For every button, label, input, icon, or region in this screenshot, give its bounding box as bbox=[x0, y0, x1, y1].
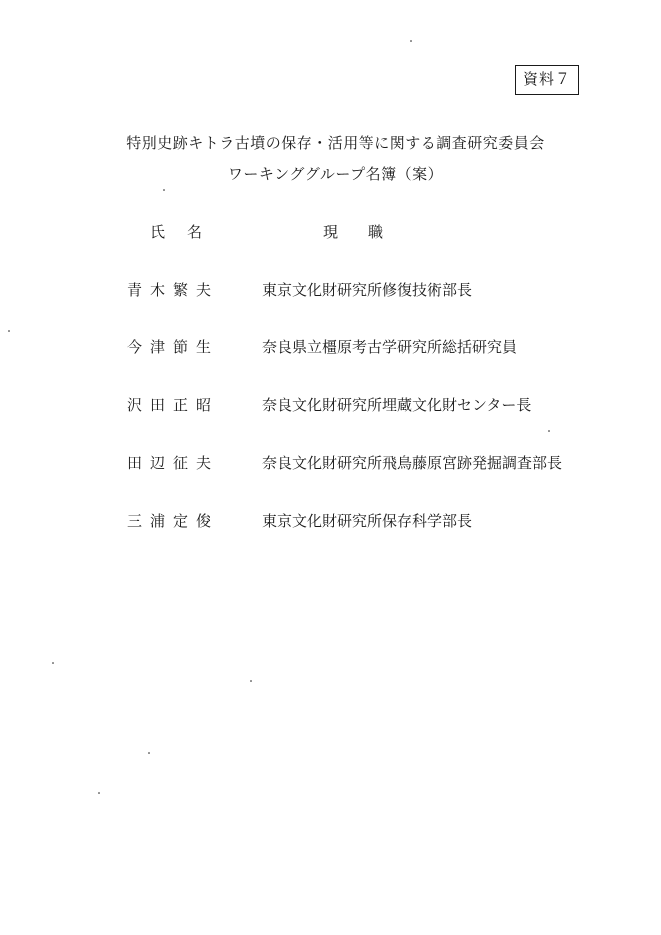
member-row bbox=[0, 452, 661, 474]
member-position: 奈良文化財研究所飛鳥藤原宮跡発掘調査部長 bbox=[262, 454, 563, 472]
scan-speck bbox=[410, 40, 412, 42]
scan-speck bbox=[98, 792, 100, 794]
member-row bbox=[0, 279, 661, 301]
member-row bbox=[0, 394, 661, 416]
scan-speck bbox=[548, 430, 550, 432]
scan-speck bbox=[163, 189, 165, 191]
member-name: 今津節生 bbox=[127, 338, 220, 356]
scan-speck bbox=[250, 680, 252, 682]
scan-speck bbox=[8, 330, 10, 332]
member-name: 青木繁夫 bbox=[127, 281, 220, 299]
member-position: 奈良文化財研究所埋蔵文化財センター長 bbox=[262, 396, 532, 414]
member-name: 三浦定俊 bbox=[127, 512, 220, 530]
member-position: 奈良県立橿原考古学研究所総括研究員 bbox=[262, 338, 518, 356]
column-header-name: 氏名 bbox=[150, 223, 225, 241]
column-header-position: 現職 bbox=[323, 223, 414, 241]
member-row bbox=[0, 510, 661, 532]
document-subtitle: ワーキンググループ名簿（案） bbox=[227, 165, 444, 183]
member-position: 東京文化財研究所保存科学部長 bbox=[262, 512, 473, 530]
scan-speck bbox=[148, 752, 150, 754]
member-position: 東京文化財研究所修復技術部長 bbox=[262, 281, 473, 299]
member-name: 沢田正昭 bbox=[127, 396, 220, 414]
member-row bbox=[0, 336, 661, 358]
scan-speck bbox=[52, 662, 54, 664]
member-name: 田辺征夫 bbox=[127, 454, 220, 472]
document-title: 特別史跡キトラ古墳の保存・活用等に関する調査研究委員会 bbox=[126, 134, 545, 152]
document-label-box: 資料７ bbox=[515, 65, 579, 95]
